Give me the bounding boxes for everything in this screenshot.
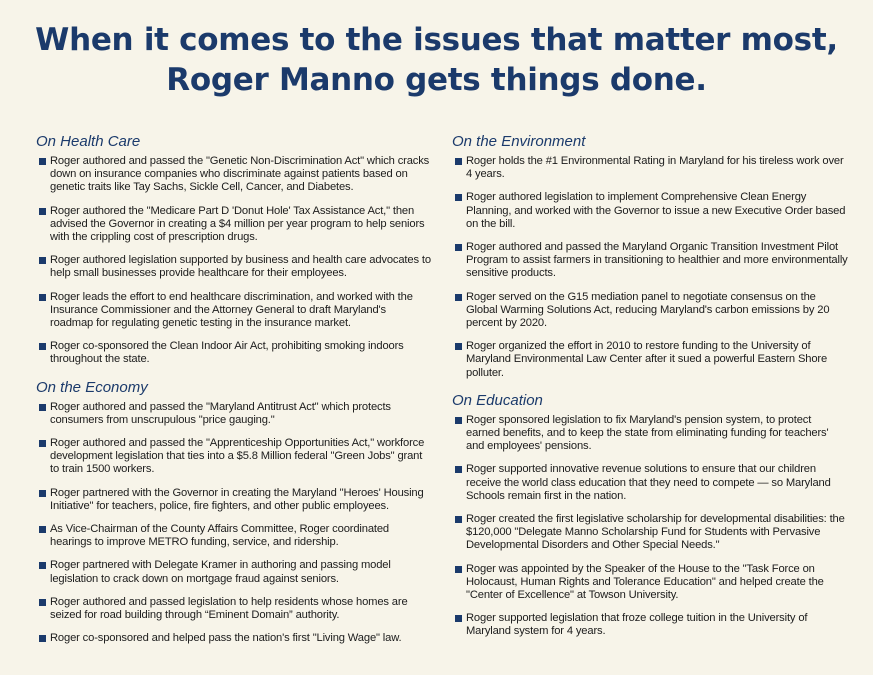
square-bullet-icon	[455, 466, 462, 473]
list-item	[452, 414, 848, 454]
square-bullet-icon	[455, 516, 462, 523]
square-bullet-icon	[39, 404, 46, 411]
list-item-text: Roger authored legislation to implement Comprehensive Clean Energy Planning, and worked with the Governor to issue a new Executive Order based on the bill.	[466, 191, 846, 230]
list-item-text: Roger authored legislation supported by business and health care advocates to help small businesses provide healthcare for their employees.	[50, 254, 431, 280]
list-item-text: Roger supported legislation that froze college tuition in the University of Maryland system for 4 years.	[466, 612, 808, 638]
list-item	[36, 254, 432, 280]
headline-line-2: Roger Manno gets things done.	[166, 62, 707, 98]
list-item	[36, 291, 432, 331]
square-bullet-icon	[455, 417, 462, 424]
environment-list	[452, 155, 848, 380]
list-item	[452, 463, 848, 503]
list-item	[36, 523, 432, 549]
list-item-text: Roger authored and passed the "Apprenticeship Opportunities Act," workforce development legislation that ties into a $5.8 Million federal "Green Jobs" grant to train 1500 workers.	[50, 437, 425, 476]
list-item	[36, 437, 432, 477]
square-bullet-icon	[39, 158, 46, 165]
list-item-text: Roger supported innovative revenue solutions to ensure that our children receive the world class education that they need to compete — so Maryland Schools remain first in the nation.	[466, 463, 831, 502]
list-item	[452, 191, 848, 231]
list-item-text: Roger sponsored legislation to fix Maryland's pension system, to protect earned benefits, and to keep the state from eliminating funding for teachers' and employees' pensions.	[466, 413, 829, 453]
list-item	[36, 559, 432, 585]
list-item	[452, 241, 848, 281]
list-item	[452, 155, 848, 181]
square-bullet-icon	[455, 244, 462, 251]
list-item	[36, 632, 432, 645]
list-item	[36, 340, 432, 366]
economy-list	[36, 401, 432, 646]
list-item-text: Roger authored and passed the "Maryland Antitrust Act" which protects consumers from unscrupulous "price gauging."	[50, 400, 391, 426]
headline-line-1: When it comes to the issues that matter most,	[35, 22, 838, 58]
list-item-text: Roger co-sponsored and helped pass the nation's first "Living Wage" law.	[50, 632, 402, 645]
list-item-text: Roger authored and passed the Maryland Organic Transition Investment Pilot Program to assist farmers in transitioning to healthier and more environmentally sensitive products.	[466, 241, 848, 280]
section-education	[452, 391, 848, 639]
list-item	[452, 291, 848, 331]
list-item-text: Roger organized the effort in 2010 to restore funding to the University of Maryland Environmental Law Center after it sued a powerful Eastern Shore polluter.	[466, 340, 828, 379]
square-bullet-icon	[39, 635, 46, 642]
section-environment	[452, 132, 848, 380]
list-item	[452, 340, 848, 380]
square-bullet-icon	[39, 257, 46, 264]
square-bullet-icon	[455, 343, 462, 350]
section-health-care	[36, 132, 432, 367]
square-bullet-icon	[39, 599, 46, 606]
square-bullet-icon	[455, 158, 462, 165]
list-item	[452, 612, 848, 638]
square-bullet-icon	[39, 208, 46, 215]
section-title-environment: On the Environment	[452, 133, 586, 150]
right-column	[452, 132, 848, 650]
list-item-text: Roger holds the #1 Environmental Rating in Maryland for his tireless work over 4 years.	[466, 155, 844, 181]
list-item-text: Roger partnered with the Governor in creating the Maryland "Heroes' Housing Initiative" for teachers, police, fire fighters, and other public employees.	[50, 486, 424, 512]
list-item-text: Roger authored and passed the "Genetic Non-Discrimination Act" which cracks down on insurance companies who discriminate against patients based on genetic traits like Tay Sachs, Sickle Cell, Cancer, and Diabetes.	[50, 155, 430, 194]
square-bullet-icon	[39, 526, 46, 533]
list-item	[452, 563, 848, 603]
square-bullet-icon	[39, 490, 46, 497]
list-item	[36, 205, 432, 245]
list-item	[36, 487, 432, 513]
list-item-text: Roger authored and passed legislation to help residents whose homes are seized for road building through “Eminent Domain” authority.	[50, 595, 408, 622]
section-economy	[36, 378, 432, 646]
square-bullet-icon	[455, 566, 462, 573]
list-item-text: Roger leads the effort to end healthcare discrimination, and worked with the Insurance Commissioner and the Attorney General to draft Maryland's roadmap for regulating genetic testing in the insurance market.	[50, 290, 413, 330]
square-bullet-icon	[455, 615, 462, 622]
square-bullet-icon	[39, 440, 46, 447]
section-title-health-care: On Health Care	[36, 133, 141, 150]
list-item-text: Roger created the first legislative scholarship for developmental disabilities: the $120,000 "Delegate Manno Scholarship Fund for Students with Pervasive Developmental Disorders and Other Special Needs."	[466, 513, 845, 552]
list-item-text: Roger was appointed by the Speaker of the House to the "Task Force on Holocaust, Human Rights and Tolerance Education" and helped create the "Center of Excellence" at Towson University.	[466, 562, 824, 602]
list-item	[36, 155, 432, 195]
section-title-economy: On the Economy	[36, 378, 148, 396]
square-bullet-icon	[455, 194, 462, 201]
education-list	[452, 414, 848, 639]
square-bullet-icon	[39, 562, 46, 569]
square-bullet-icon	[455, 294, 462, 301]
list-item-text: Roger co-sponsored the Clean Indoor Air Act, prohibiting smoking indoors throughout the state.	[50, 340, 404, 366]
left-column	[36, 132, 432, 656]
square-bullet-icon	[39, 294, 46, 301]
list-item	[36, 596, 432, 622]
list-item-text: Roger served on the G15 mediation panel to negotiate consensus on the Global Warming Solutions Act, reducing Maryland's carbon emissions by 20 percent by 2020.	[466, 290, 830, 330]
section-title-education: On Education	[452, 391, 543, 409]
headline	[0, 20, 873, 100]
list-item-text: As Vice-Chairman of the County Affairs Committee, Roger coordinated hearings to improve METRO funding, service, and ridership.	[50, 523, 390, 549]
list-item	[36, 401, 432, 427]
square-bullet-icon	[39, 343, 46, 350]
list-item-text: Roger authored the "Medicare Part D 'Donut Hole' Tax Assistance Act," then advised the Governor in creating a $4 million per year program to help seniors with the crippling cost of prescription drugs.	[50, 204, 425, 244]
list-item	[452, 513, 848, 553]
health-care-list	[36, 155, 432, 367]
list-item-text: Roger partnered with Delegate Kramer in authoring and passing model legislation to crack down on mortgage fraud against seniors.	[50, 559, 391, 585]
